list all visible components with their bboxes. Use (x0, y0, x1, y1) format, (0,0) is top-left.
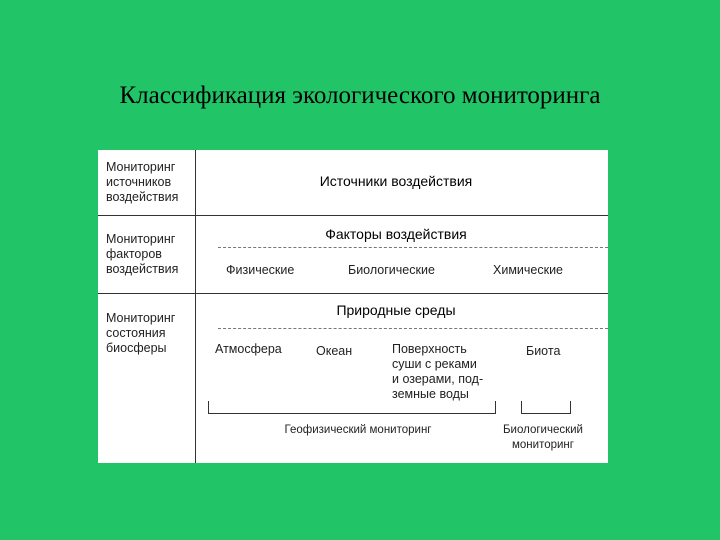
row-label-factors: Мониторинг факторов воздействия (106, 232, 179, 276)
env-biota: Биота (526, 344, 561, 358)
factor-chemical: Химические (493, 263, 564, 277)
dashed-divider-environments (218, 328, 608, 329)
label-geophysical-monitoring: Геофизический мониторинг (284, 424, 432, 436)
slide-title: Классификация экологического мониторинга (119, 82, 601, 109)
factor-physical: Физические (226, 263, 295, 277)
bracket-biological (521, 401, 571, 414)
row-label-biosphere: Мониторинг состояния биосферы (106, 311, 176, 355)
row-divider-1 (98, 215, 608, 216)
env-atmosphere: Атмосфера (215, 342, 282, 356)
env-ocean: Океан (316, 344, 353, 358)
header-factors: Факторы воздействия (325, 226, 467, 242)
label-biological-monitoring: Биологический мониторинг (503, 424, 583, 451)
row-label-sources: Мониторинг источников воздействия (106, 160, 179, 204)
env-land-surface: Поверхность суши с реками и озерами, под- земные воды (392, 342, 484, 401)
header-environments: Природные среды (336, 302, 456, 318)
factor-biological: Биологические (348, 263, 435, 277)
row-divider-2 (98, 293, 608, 294)
bracket-geophysical (208, 401, 496, 414)
header-sources: Источники воздействия (319, 173, 473, 189)
classification-table (98, 150, 608, 463)
dashed-divider-factors (218, 247, 608, 248)
